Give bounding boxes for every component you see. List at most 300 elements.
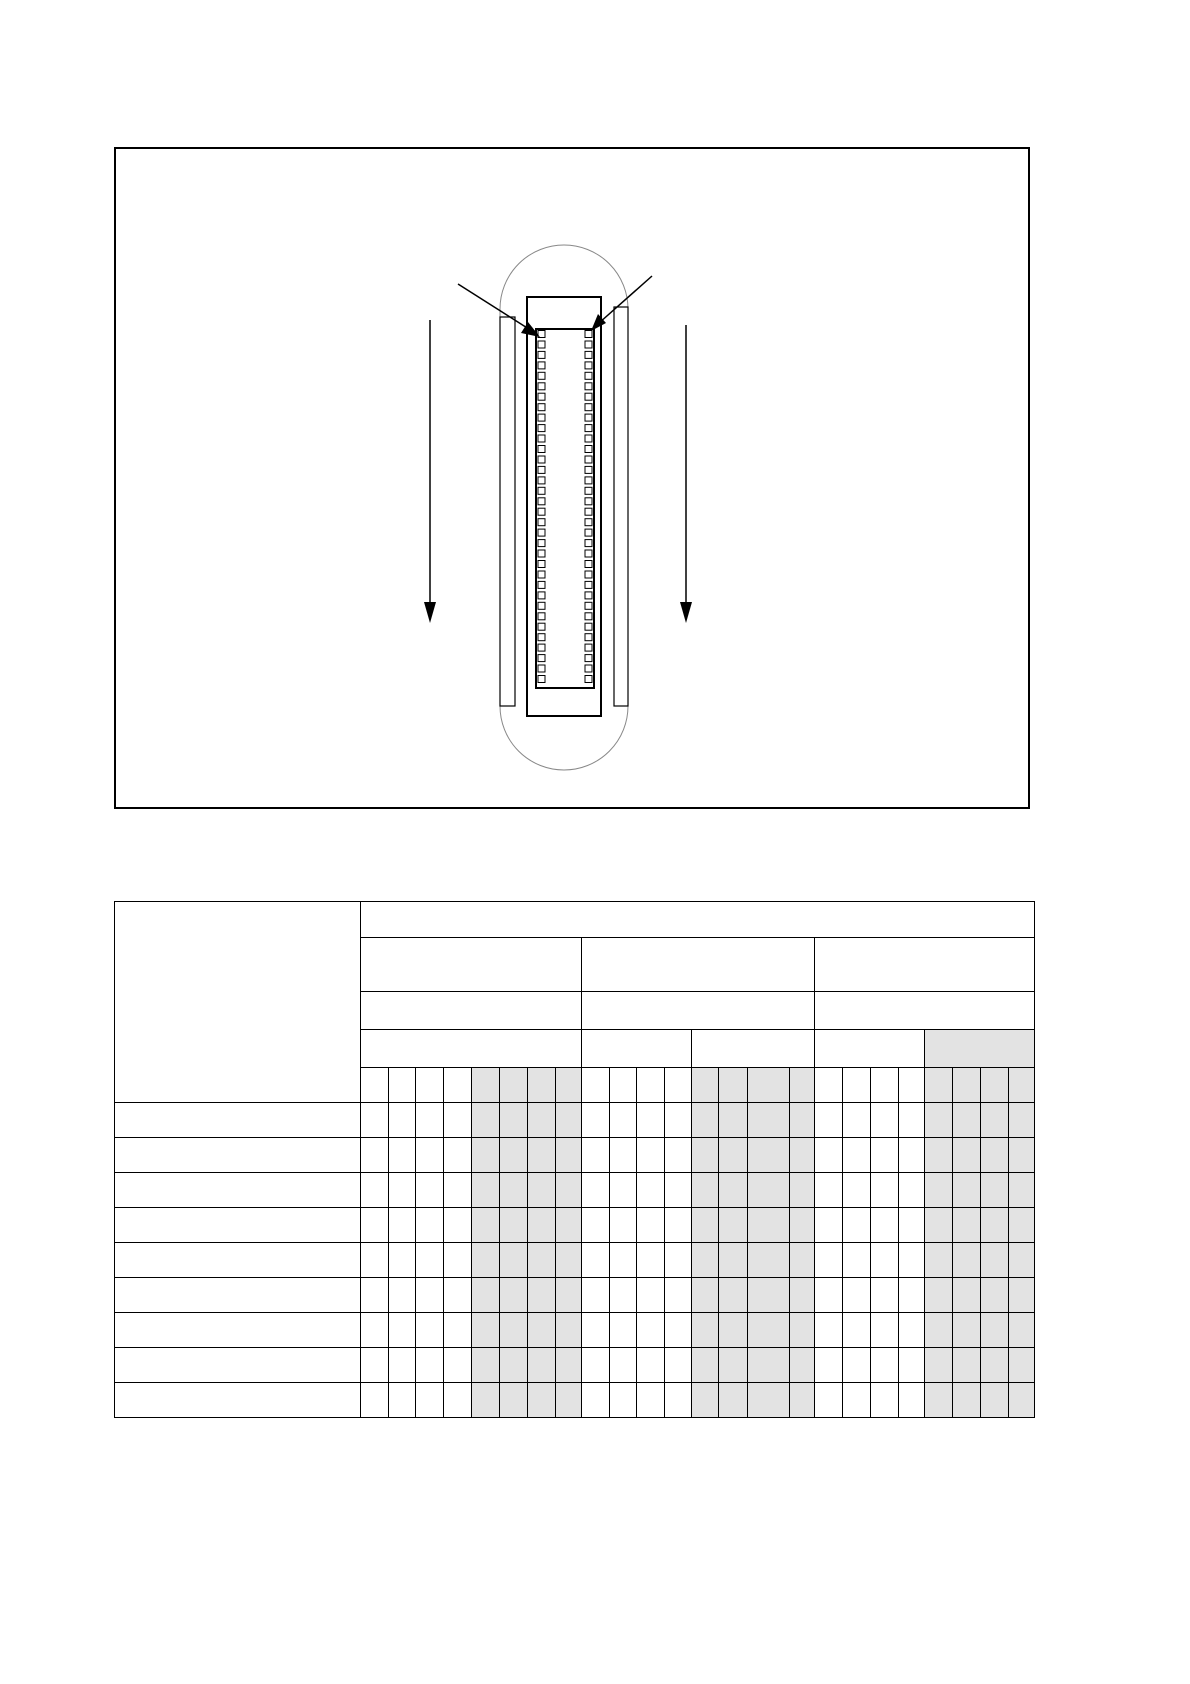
- table-cell: [610, 1208, 637, 1243]
- pin-left: [538, 498, 545, 505]
- pin-right: [585, 613, 592, 620]
- column-header-cell: [719, 1068, 748, 1103]
- table-cell: [925, 1138, 953, 1173]
- table-cell: [582, 1313, 610, 1348]
- pin-right: [585, 331, 592, 338]
- table-cell: [500, 1208, 528, 1243]
- table-cell: [925, 1383, 953, 1418]
- row-label-cell: [115, 1138, 361, 1173]
- table-row: [115, 1348, 1035, 1383]
- pin-right: [585, 561, 592, 568]
- table-cell: [815, 1103, 843, 1138]
- pin-left: [538, 425, 545, 432]
- table-cell: [444, 1243, 472, 1278]
- pin-left: [538, 383, 545, 390]
- table-cell: [899, 1313, 925, 1348]
- table-cell: [500, 1383, 528, 1418]
- left-pointer-arrow: [458, 284, 532, 331]
- table-cell: [665, 1383, 692, 1418]
- table-cell: [361, 1383, 389, 1418]
- data-grid-table: [114, 901, 1035, 1418]
- pin-right: [585, 477, 592, 484]
- table-cell: [416, 1278, 444, 1313]
- table-cell: [1009, 1348, 1035, 1383]
- table-cell: [871, 1243, 899, 1278]
- table-cell: [472, 1208, 500, 1243]
- table-cell: [444, 1208, 472, 1243]
- table-cell: [790, 1138, 815, 1173]
- split-header-cell: [361, 1030, 582, 1068]
- column-header-cell: [556, 1068, 582, 1103]
- table-cell: [637, 1103, 665, 1138]
- pin-right: [585, 655, 592, 662]
- table-cell: [416, 1138, 444, 1173]
- table-cell: [719, 1313, 748, 1348]
- table-cell: [389, 1138, 416, 1173]
- table-cell: [1009, 1383, 1035, 1418]
- table-cell: [843, 1138, 871, 1173]
- table-row: [115, 1138, 1035, 1173]
- table-cell: [953, 1243, 981, 1278]
- table-cell: [528, 1103, 556, 1138]
- table-cell: [790, 1173, 815, 1208]
- table-cell: [692, 1138, 719, 1173]
- table-cell: [389, 1383, 416, 1418]
- table-cell: [1009, 1173, 1035, 1208]
- pin-left: [538, 529, 545, 536]
- table-cell: [361, 1138, 389, 1173]
- table-cell: [748, 1348, 790, 1383]
- pin-right: [585, 393, 592, 400]
- table-cell: [582, 1243, 610, 1278]
- table-cell: [500, 1138, 528, 1173]
- table-cell: [472, 1383, 500, 1418]
- table-cell: [416, 1383, 444, 1418]
- table-cell: [389, 1243, 416, 1278]
- table-cell: [790, 1278, 815, 1313]
- table-cell: [748, 1383, 790, 1418]
- column-header-cell: [899, 1068, 925, 1103]
- table-cell: [692, 1243, 719, 1278]
- pin-right: [585, 571, 592, 578]
- pin-left: [538, 393, 545, 400]
- table-cell: [528, 1278, 556, 1313]
- table-cell: [500, 1348, 528, 1383]
- table-cell: [389, 1208, 416, 1243]
- row-label-header: [115, 902, 361, 1103]
- table-cell: [444, 1313, 472, 1348]
- column-header-cell: [500, 1068, 528, 1103]
- table-cell: [981, 1103, 1009, 1138]
- table-cell: [582, 1278, 610, 1313]
- pin-left: [538, 665, 545, 672]
- group-header-cell: [815, 938, 1035, 992]
- row-label-cell: [115, 1243, 361, 1278]
- split-header-cell: [815, 1030, 925, 1068]
- pin-left: [538, 362, 545, 369]
- table-cell: [953, 1348, 981, 1383]
- table-cell: [389, 1278, 416, 1313]
- row-label-cell: [115, 1173, 361, 1208]
- pin-left: [538, 372, 545, 379]
- header-top-cell: [361, 902, 1035, 938]
- table-cell: [790, 1383, 815, 1418]
- table-cell: [416, 1313, 444, 1348]
- column-header-cell: [692, 1068, 719, 1103]
- pin-left: [538, 571, 545, 578]
- table-cell: [556, 1383, 582, 1418]
- table-cell: [748, 1278, 790, 1313]
- table-cell: [500, 1103, 528, 1138]
- table-cell: [925, 1313, 953, 1348]
- column-header-cell: [925, 1068, 953, 1103]
- row-label-cell: [115, 1208, 361, 1243]
- row-label-cell: [115, 1103, 361, 1138]
- table-cell: [692, 1208, 719, 1243]
- table-cell: [692, 1348, 719, 1383]
- pin-right: [585, 623, 592, 630]
- table-cell: [790, 1313, 815, 1348]
- column-header-cell: [953, 1068, 981, 1103]
- table-cell: [361, 1348, 389, 1383]
- pin-left: [538, 634, 545, 641]
- table-cell: [416, 1348, 444, 1383]
- table-cell: [981, 1208, 1009, 1243]
- table-cell: [815, 1173, 843, 1208]
- table-cell: [528, 1348, 556, 1383]
- pin-right: [585, 592, 592, 599]
- pin-left: [538, 623, 545, 630]
- table-cell: [500, 1243, 528, 1278]
- table-cell: [472, 1243, 500, 1278]
- table-cell: [416, 1208, 444, 1243]
- pin-left: [538, 351, 545, 358]
- table-cell: [748, 1173, 790, 1208]
- table-cell: [556, 1103, 582, 1138]
- table-cell: [871, 1173, 899, 1208]
- table-cell: [748, 1243, 790, 1278]
- column-header-cell: [610, 1068, 637, 1103]
- table-cell: [871, 1383, 899, 1418]
- pin-left: [538, 550, 545, 557]
- table-row: [115, 1103, 1035, 1138]
- pin-left: [538, 676, 545, 683]
- table-cell: [692, 1103, 719, 1138]
- table-cell: [815, 1383, 843, 1418]
- pin-left: [538, 487, 545, 494]
- pin-right: [585, 341, 592, 348]
- pin-left: [538, 508, 545, 515]
- table-cell: [637, 1138, 665, 1173]
- pin-right: [585, 676, 592, 683]
- table-cell: [389, 1348, 416, 1383]
- table-cell: [790, 1348, 815, 1383]
- pin-left: [538, 414, 545, 421]
- group-header-cell: [361, 938, 582, 992]
- table-cell: [637, 1208, 665, 1243]
- column-header-cell: [582, 1068, 610, 1103]
- table-cell: [871, 1208, 899, 1243]
- table-cell: [719, 1208, 748, 1243]
- table-cell: [981, 1383, 1009, 1418]
- pin-left: [538, 561, 545, 568]
- table-cell: [610, 1103, 637, 1138]
- table-cell: [500, 1313, 528, 1348]
- pin-right: [585, 383, 592, 390]
- table-cell: [582, 1208, 610, 1243]
- pin-right: [585, 634, 592, 641]
- table-cell: [899, 1103, 925, 1138]
- table-cell: [610, 1383, 637, 1418]
- pin-right: [585, 540, 592, 547]
- table-cell: [665, 1138, 692, 1173]
- pin-right: [585, 362, 592, 369]
- table-cell: [981, 1278, 1009, 1313]
- table-cell: [556, 1278, 582, 1313]
- table-cell: [610, 1243, 637, 1278]
- table-cell: [925, 1208, 953, 1243]
- table-cell: [719, 1348, 748, 1383]
- table-cell: [500, 1173, 528, 1208]
- table-cell: [610, 1138, 637, 1173]
- table-cell: [361, 1313, 389, 1348]
- table-cell: [444, 1138, 472, 1173]
- pin-left: [538, 592, 545, 599]
- column-header-cell: [361, 1068, 389, 1103]
- table-cell: [528, 1173, 556, 1208]
- table-cell: [444, 1173, 472, 1208]
- table-cell: [637, 1278, 665, 1313]
- pin-right: [585, 487, 592, 494]
- table-cell: [610, 1278, 637, 1313]
- left-rail: [500, 317, 515, 706]
- table-cell: [582, 1173, 610, 1208]
- table-cell: [843, 1173, 871, 1208]
- pin-left: [538, 341, 545, 348]
- table-cell: [899, 1173, 925, 1208]
- table-cell: [556, 1208, 582, 1243]
- group-subheader-cell: [582, 992, 815, 1030]
- table-cell: [472, 1313, 500, 1348]
- table-cell: [637, 1243, 665, 1278]
- pin-right: [585, 425, 592, 432]
- table-cell: [665, 1313, 692, 1348]
- pin-left: [538, 456, 545, 463]
- table-cell: [389, 1173, 416, 1208]
- table-row: [115, 1313, 1035, 1348]
- table-cell: [719, 1383, 748, 1418]
- table-cell: [1009, 1138, 1035, 1173]
- pin-right: [585, 372, 592, 379]
- pin-left: [538, 602, 545, 609]
- table-row: [115, 1383, 1035, 1418]
- table-cell: [444, 1278, 472, 1313]
- pin-right: [585, 602, 592, 609]
- table-cell: [389, 1103, 416, 1138]
- table-cell: [981, 1173, 1009, 1208]
- table-cell: [843, 1243, 871, 1278]
- table-cell: [953, 1383, 981, 1418]
- table-cell: [719, 1243, 748, 1278]
- table-cell: [871, 1313, 899, 1348]
- pin-left: [538, 540, 545, 547]
- table-cell: [925, 1173, 953, 1208]
- table-cell: [843, 1208, 871, 1243]
- table-cell: [361, 1243, 389, 1278]
- table-cell: [925, 1103, 953, 1138]
- column-header-cell: [389, 1068, 416, 1103]
- table-cell: [444, 1348, 472, 1383]
- table-cell: [665, 1173, 692, 1208]
- table-cell: [610, 1348, 637, 1383]
- row-label-cell: [115, 1383, 361, 1418]
- table-cell: [899, 1208, 925, 1243]
- table-cell: [582, 1138, 610, 1173]
- table-cell: [843, 1103, 871, 1138]
- table-cell: [790, 1208, 815, 1243]
- right-rail: [614, 307, 628, 706]
- table-cell: [871, 1348, 899, 1383]
- table-cell: [790, 1103, 815, 1138]
- table-cell: [416, 1243, 444, 1278]
- pin-left: [538, 613, 545, 620]
- table-cell: [953, 1278, 981, 1313]
- pin-right: [585, 529, 592, 536]
- table-cell: [665, 1103, 692, 1138]
- table-cell: [953, 1313, 981, 1348]
- table-cell: [637, 1173, 665, 1208]
- table-cell: [444, 1103, 472, 1138]
- table-cell: [582, 1383, 610, 1418]
- pin-right: [585, 414, 592, 421]
- row-label-cell: [115, 1313, 361, 1348]
- table-cell: [719, 1103, 748, 1138]
- table-cell: [1009, 1208, 1035, 1243]
- column-header-cell: [815, 1068, 843, 1103]
- pin-left: [538, 655, 545, 662]
- table-cell: [361, 1103, 389, 1138]
- table-cell: [665, 1348, 692, 1383]
- pin-left: [538, 435, 545, 442]
- table-row: [115, 1208, 1035, 1243]
- table-cell: [953, 1103, 981, 1138]
- table-cell: [925, 1348, 953, 1383]
- row-label-cell: [115, 1278, 361, 1313]
- table-row: [115, 1173, 1035, 1208]
- table-cell: [1009, 1103, 1035, 1138]
- pin-right: [585, 519, 592, 526]
- table-cell: [556, 1348, 582, 1383]
- table-cell: [1009, 1278, 1035, 1313]
- table-cell: [748, 1103, 790, 1138]
- table-cell: [843, 1348, 871, 1383]
- pin-left: [538, 581, 545, 588]
- column-header-cell: [748, 1068, 790, 1103]
- table-cell: [953, 1173, 981, 1208]
- column-header-cell: [1009, 1068, 1035, 1103]
- table-cell: [610, 1313, 637, 1348]
- left-flow-arrowhead: [424, 602, 436, 623]
- table-cell: [500, 1278, 528, 1313]
- table-cell: [528, 1138, 556, 1173]
- split-header-cell: [582, 1030, 692, 1068]
- table-row: [115, 1278, 1035, 1313]
- table-cell: [582, 1103, 610, 1138]
- pin-right: [585, 581, 592, 588]
- table-cell: [815, 1348, 843, 1383]
- group-subheader-cell: [815, 992, 1035, 1030]
- column-header-cell: [981, 1068, 1009, 1103]
- table-cell: [556, 1173, 582, 1208]
- table-cell: [610, 1173, 637, 1208]
- pin-right: [585, 498, 592, 505]
- column-header-cell: [416, 1068, 444, 1103]
- table-cell: [1009, 1313, 1035, 1348]
- table-cell: [528, 1313, 556, 1348]
- table-cell: [815, 1313, 843, 1348]
- table-cell: [748, 1208, 790, 1243]
- pin-left: [538, 404, 545, 411]
- table-cell: [899, 1138, 925, 1173]
- split-header-cell: [692, 1030, 815, 1068]
- table-cell: [472, 1173, 500, 1208]
- group-subheader-cell: [361, 992, 582, 1030]
- table-cell: [528, 1383, 556, 1418]
- column-header-cell: [444, 1068, 472, 1103]
- table-cell: [361, 1278, 389, 1313]
- table-cell: [472, 1138, 500, 1173]
- table-cell: [953, 1138, 981, 1173]
- pin-left: [538, 644, 545, 651]
- table-cell: [981, 1348, 1009, 1383]
- table-cell: [692, 1313, 719, 1348]
- table-cell: [748, 1138, 790, 1173]
- table-cell: [748, 1313, 790, 1348]
- table-cell: [1009, 1243, 1035, 1278]
- row-label-cell: [115, 1348, 361, 1383]
- table-cell: [899, 1383, 925, 1418]
- pin-right: [585, 456, 592, 463]
- table-cell: [692, 1383, 719, 1418]
- pin-right: [585, 644, 592, 651]
- column-header-cell: [871, 1068, 899, 1103]
- table-cell: [815, 1208, 843, 1243]
- table-cell: [925, 1278, 953, 1313]
- column-header-cell: [637, 1068, 665, 1103]
- table-cell: [556, 1243, 582, 1278]
- table-cell: [899, 1348, 925, 1383]
- table-cell: [472, 1348, 500, 1383]
- table-cell: [843, 1313, 871, 1348]
- table-cell: [790, 1243, 815, 1278]
- table-cell: [665, 1243, 692, 1278]
- table-cell: [981, 1313, 1009, 1348]
- group-header-cell: [582, 938, 815, 992]
- table-cell: [361, 1208, 389, 1243]
- table-cell: [815, 1243, 843, 1278]
- pin-right: [585, 550, 592, 557]
- table-cell: [665, 1208, 692, 1243]
- column-header-cell: [472, 1068, 500, 1103]
- table-cell: [556, 1313, 582, 1348]
- header-row: [115, 902, 1035, 938]
- table-cell: [719, 1138, 748, 1173]
- column-header-cell: [790, 1068, 815, 1103]
- table-cell: [815, 1138, 843, 1173]
- table-cell: [472, 1278, 500, 1313]
- right-flow-arrowhead: [680, 602, 692, 623]
- table-cell: [582, 1348, 610, 1383]
